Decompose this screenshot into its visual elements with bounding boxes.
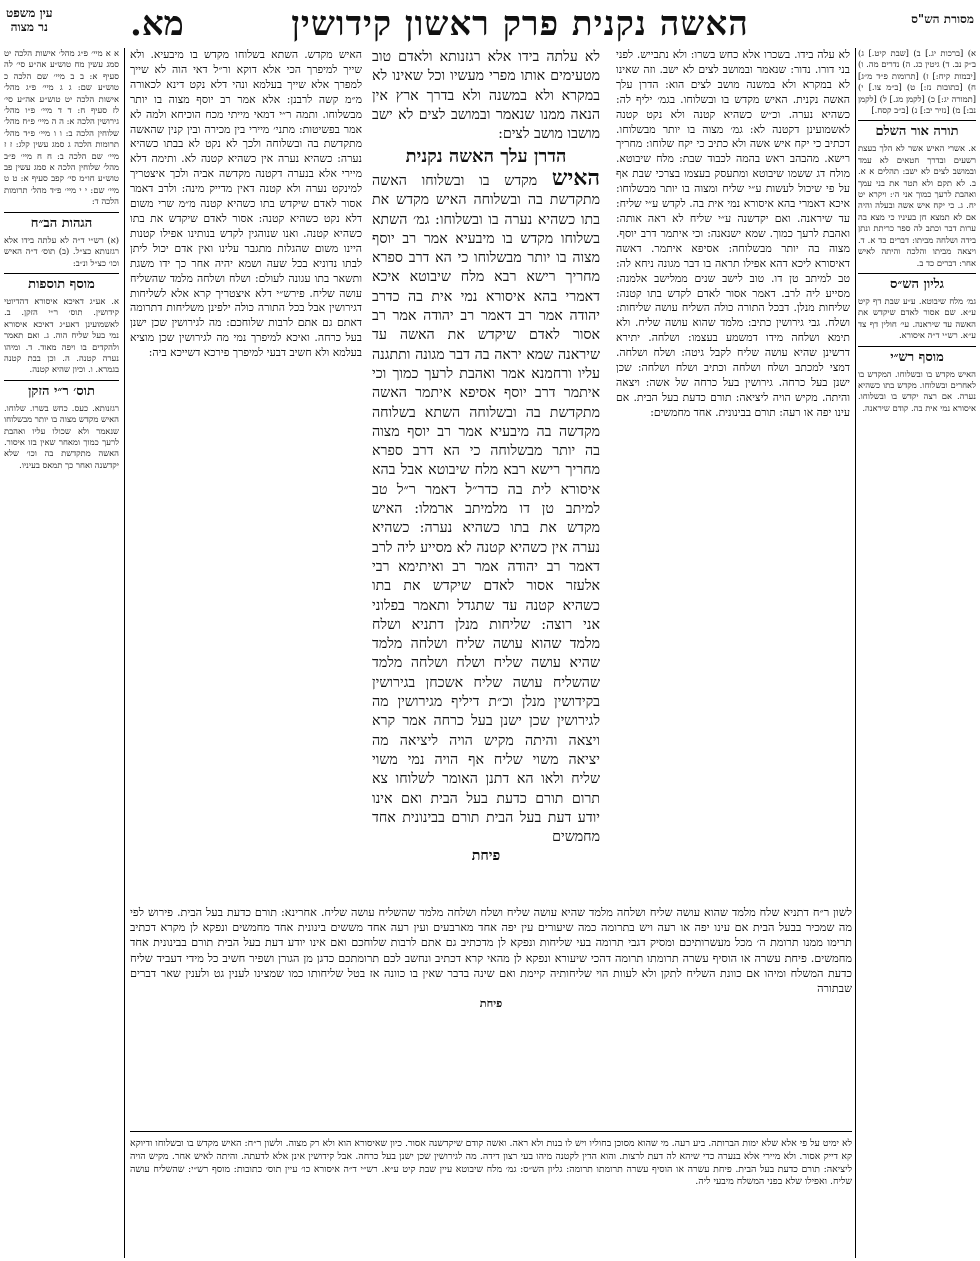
- gemara-top-text: לא עלתה בידו אלא רגזנותא ולאדם טוב מטעימים אותו מפרי מעשיו וכל שאינו לא במקרא ולא במשנה ולא בדרך ארץ אין הנאה ממנו שנאמר ובמושב לצים לא ישב מושבו מושב לצים:: [372, 49, 600, 143]
- torah-or-title: תורה אור השלם: [875, 124, 959, 140]
- gemara-top: [372, 48, 600, 143]
- hagahot-text: (א) רש״י ד״ה לא עלתה בידו אלא רגזנותא כצ״ל. (ב) תוס׳ ד״ה האיש וכו׳ כצ״ל ונ״ב:: [4, 234, 119, 268]
- musaf-tosafot-box: [4, 273, 119, 376]
- hagahot-title: הגהות הב״ח: [30, 215, 93, 231]
- bottom-notes-text: לא ימיט על פי אלא שלא ימות הברותה. ביע רעה. מי שהוא מסוכן בחוליו ויש לו בנות ולא ראה. ואשה קודם שיקדשנה אסור. כיון שאיסורא הוא ולא רק מצוה. ולשון ר״ח: האיש מקדש בו ובשלוחו ודיוקא קא דייק אסור. ולא מיירי אלא בנערה כדי שיהא לה דעת לרצות. והוא הדין לקטנה מיהו בעי רצון דידה. מה לגירושין שכן ישנן בעל כרחה. אבל קידושין אינן אלא לדעתה. והיתה לאיש אחר. מקיש הויה ליציאה: תורם כדעת בעל הבית. פיחת עשרה או הוסיף עשרה תרומתו תרומה: גליון הש״ס: גמ׳ מלח שיבוטא עיין שבת קיט ע״א. רש״י ד״ה איסורא כו׳ עיין תוס׳ כתובות: מוסף רש״י: שהשליח עושה שליח. ואפילו שלא בפני המשלח מיבעי ליה.: [130, 1138, 852, 1188]
- tosafot-text: האיש מקדש. השתא בשלוחו מקדש בו מיבעיא. ולא שייך למיפרך הכי אלא דוקא ור״ל דאי הוה לא שייך למפרך אלא שייך בעלמא ונהי דלא נקט דינא לכאורה מ״מ קשה לרבנן: אלא אמר רב יוסף מצוה בו יותר מבשלוחו. ותמה ר״י דמאי מייתי מכח הוכיחא ולמה לא אמר בפשיטות: מתני׳ מיירי בין מכירה ובין קנין שהאשה מתקדשת בה ובשלוחה ולכך לא נקט לא בבתו כשהיא נערה: כשהיא נערה אין כשהיא קטנה לא. ותימה דלא מיירי אלא בנערה דקטנה מקדשה אביה ולכך איצטריך למינקט נערה ולא קטנה דאין מדייק מינה: ולרב דאמר אסור לאדם שיקדש בתו כשהיא קטנה מ״מ שרי משום דלא נקט כשהיא קטנה: אסור לאדם שיקדש את בתו כשהיא קטנה. ואנו שנוהגין לקדש בנותינו אפילו קטנות היינו משום שהגלות מתגבר עלינו ואין אדם יכול ליתן לבתו נדוניא בכל שעה ושמא יהיה אחר כך ידו משגת ותשאר בתו עגונה לעולם: ושלח ושלחה מלמד שהשליח עושה שליח. פירש״י דלא איצטריך קרא אלא לשליחות דגירושין אבל בכל התורה כולה ילפינן משליחות דתרומה דאתם גם אתם לרבות שלוחכם: מה לגירושין שכן ישנן בעל כרחה. ואיכא למיפרך נמי מה לגירושין שכן מוציא בעלמא ולא חשיב דבעי למיפרך פירכא דשייכא ביה:: [130, 48, 362, 360]
- page-number: מא.: [130, 4, 184, 44]
- gemara-body: [372, 165, 600, 847]
- bottom-commentary-text: לשון ר״ח דתניא שלח מלמד שהוא עושה שליח ושלחה מלמד שהיא עושה שליח ושלח ושלחה מלמד שהשליח עושה שליח. אחרינא: תורם כדעת בעל הבית. פירוש לפי מה שמכיר בבעל הבית אם עינו יפה או רעה ויש בתרומה כמה שיעורים עין יפה אחד מארבעים ועין רעה אחד מששים בינונית אחד מחמשים ונפקא לן מקרא דכתיב תרימו ממנו תרומת ה׳ מכל מעשרותיכם ומסיק דגבי תרומה בעי שליחות ונפקא לן מדכתיב גם אתם לרבות שלוחכם ואם אינו יודע דעת בעל הבית תורם בבינונית אחד מחמשים. פיחת עשרה או הוסיף עשרה תרומתו תרומה דהכי שיעורא ונפקא לן מהאי קרא דכתיב ונחשב לכם תרומתכם כדגן מן הגורן ושפיר חשיב כל מידי דעביד שליח כדעת המשלח ומיהו אם כוונת השליח לתקן ולא לעוות הוי שליחותיה קיימת ואם שינה בדבר שאין בו כוונה אז בטל שליחותו כמו שמצינו לענין גט ולענין שאר דברים שבתורה: [130, 906, 852, 996]
- rashi-commentary: [616, 48, 850, 968]
- rashi-text: לא עלה בידו. בשכרו אלא כחש בשרו: ולא נתבייש. לפני בני דורו. נדור: שנאמר ובמושב לצים לא ישב. וזה שאינו לא במקרא ולא במשנה מושב לצים הוא: הדרן עלך האשה נקנית. האיש מקדש בו ובשלוחו. בגמ׳ יליף לה: כשהיא נערה. וכ״ש כשהיא קטנה ולא נקט קטנה לאשמועינן דקטנה לא: גמ׳ מצוה בו יותר מבשלוחו. דכתיב כי יקח איש אשה ולא כתיב כי יקח שלוחו: מחריך רישא. מהבהב ראש בהמה לכבוד שבת: מלח שיבוטא. מולח דג ששמו שיבוטא ומתעסק בעצמו בצרכי שבת אף על פי שיכול לעשות ע״י שליח ומצוה בו יותר מבשלוחו: איכא דאמרי בהא איסורא נמי אית בה. לקדש ע״י שליח: עד שיראנה. ואם יקדשנה ע״י שליח לא ראה אותה: ואהבת לרעך כמוך. שמא ישנאנה: וכי איתמר דרב יוסף. מצוה בה יותר מבשלוחה: אסיפא איתמר. דאשה דאיסורא ליכא דהא אפילו תראה בו דבר מגונה ניחא לה: טב למיתב טן דו. טוב לישב שנים ממלישב אלמנה: מסייע ליה לרב. דאמר אסור לאדם לקדש בתו קטנה: שליחות מנלן. דבכל התורה כולה השליח עושה שליחות: ושלח. גבי גירושין כתיב: מלמד שהוא עושה שליח. ולא תימא ושלחה מידו דמשמע בעצמו: ושלחה. יתירא דרשינן שהיא עושה שליח לקבל גיטה: ושלח ושלחה. דמצי למכתב ושלח ושלחה וכתיב ושלח ושלחה: שכן ישנן בעל כרחה. גירושין בעל כרחה של אשה: ויצאה והיתה. מקיש הויה ליציאה: תורם כדעת בעל הבית. אם עינו יפה או רעה: תורם בבינונית. אחד מחמשים:: [616, 48, 850, 419]
- tos-rid-box: [4, 380, 119, 471]
- torah-or-text: א. אשרי האיש אשר לא הלך בעצת רשעים ובדרך חטאים לא עמד ובמושב לצים לא ישב: תהלים א א. ב. לא תקם ולא תטר את בני עמך ואהבת לרעך כמוך אני ה׳: ויקרא יט יח. ג. כי יקח איש אשה ובעלה והיה אם לא תמצא חן בעיניו כי מצא בה ערות דבר וכתב לה ספר כריתת ונתן בידה ושלחה מביתו: דברים כד א. ד. ויצאה מביתו והלכה והיתה לאיש אחר: דברים כד ב.: [858, 143, 976, 268]
- ein-mishpat-label: עין משפט נר מצוה: [6, 6, 53, 34]
- tos-rid-title: תוס׳ ר״י הזקן: [28, 383, 95, 399]
- musaf-tosafot-title: מוסף תוספות: [28, 276, 95, 292]
- tosafot-commentary: [130, 48, 362, 968]
- musaf-rashi-title: מוסף רש״י: [890, 349, 944, 365]
- musaf-rashi-box: [858, 346, 976, 415]
- hagahot-box: [4, 212, 119, 269]
- musaf-tosafot-text: א. אע״ג דאיכא איסורא דהדיוטי קידושין. תוס׳ ר״י הזקן. ב. לאשמועינן דאע״ג דאיכא איסורא נמי בעל שליח הוה. ג. ואם תאמר ולהקדים בו ויפה מאוד. ד. ומיהו נערה קטנה. ה. וכן בבת קטנה בגמרא. ו. וכיון שהיא קטנה.: [4, 295, 119, 375]
- gemara-body-text: מקדש בו ובשלוחו האשה מתקדשת בה ובשלוחה האיש מקדש את בתו כשהיא נערה בו ובשלוחו: גמ׳ השתא בשלוחו מקדש בו מיבעיא אמר רב יוסף מצוה בו יותר מבשלוחו כי הא דרב ספרא מחריך רישא רבא מלח שיבוטא איכא דאמרי בהא איסורא נמי אית בה כדרב יהודה אמר רב דאמר רב יהודה אמר רב אסור לאדם שיקדש את האשה עד שיראנה שמא יראה בה דבר מגונה ותתגנה עליו ורחמנא אמר ואהבת לרעך כמוך וכי איתמר דרב יוסף אסיפא איתמר האשה מתקדשת בה ובשלוחה השתא בשלוחה מקדשה בה מיבעיא אמר רב יוסף מצוה בה יותר מבשלוחה כי הא דרב ספרא מחריך רישא רבא מלח שיבוטא אבל בהא איסורא לית בה כדר״ל דאמר ר״ל טב למיתב טן דו מלמיתב ארמלו: האיש מקדש את בתו כשהיא נערה: כשהיא נערה אין כשהיא קטנה לא מסייע ליה לרב דאמר רב יהודה אמר רב ואיתימא רבי אלעזר אסור לאדם שיקדש את בתו כשהיא קטנה עד שתגדל ותאמר בפלוני אני רוצה: שליחות מנלן דתניא ושלח מלמד שהוא עושה שליח ושלחה מלמד שהיא עושה שליח ושלח ושלחה מלמד שהשליח עושה שליח אשכחן בגירושין בקידושין מנלן וכ״ת דיליף מגירושין מה לגירושין שכן ישנן בעל כרחה אמר קרא ויצאה והיתה מקיש הויה ליציאה מה יציאה משוי שליח אף הויה נמי משוי שליח ולאו הא דתנן האומר לשלוחו צא תרום תורם כדעת בעל הבית ואם אינו יודע דעת בעל הבית תורם בבינונית אחד מחמשים: [372, 173, 600, 846]
- tos-rid-text: רגזנותא. כעס. כחש בשרו. שלוחו. האיש מקדש מצוה בו יותר מבשלוחו שנאמר ולא שכולו עליו ואהבת לרעך כמוך ומאחר שאין בזו איסור. האשה מתקדשת בה וכו׳ שלא יקדשנה ואחר כך תמאס בעיניו.: [4, 402, 119, 470]
- gemara-main: [372, 145, 600, 905]
- bottom-commentary: [130, 905, 852, 1125]
- gilyon-text: גמ׳ מלח שיבוטא. ע״ע שבת דף קיט ע״א. שם אסור לאדם שיקדש את האשה עד שיראנה. עי׳ חולין דף צד ע״א. רש״י ד״ה איסורא.: [858, 295, 976, 341]
- left-margin-rule: [124, 48, 125, 1258]
- gilyon-box: [858, 273, 976, 342]
- page-header: [0, 4, 980, 46]
- page-title: האשה נקנית פרק ראשון קידושין: [291, 4, 749, 44]
- musaf-rashi-text: האיש מקדש בו ובשלוחו. המקדש בו לאחרים ובשלוחו. מקדש בתו כשהיא נערה. אם רצה יקדש בו ובשלוחו. איסורא נמי אית בה. קודם שיראנה.: [858, 368, 976, 413]
- right-margin-rule: [855, 48, 856, 1258]
- ein-mishpat-text: א א מיי׳ פ״ג מהל׳ אישות הלכה יט סמג עשין מח טוש״ע אה״ע סי׳ לה סעיף א: ב ב מיי׳ שם הלכה כ טוש״ע שם: ג ג מיי׳ פ״ג מהל׳ אישות הלכה יט טוש״ע אה״ע סי׳ לז סעיף ח: ד ד מיי׳ פ״ו מהל׳ גירושין הלכה א: ה ה מיי׳ פ״ח מהל׳ שלוחין הלכה ב: ו ו מיי׳ פ״ד מהל׳ תרומות הלכה ג סמג עשין קלג: ז ז מיי׳ שם הלכה ב: ח ח מיי׳ פ״ב מהל׳ שלוחין הלכה א סמג עשין פב טוש״ע חו״מ סי׳ קפב סעיף א: ט ט מיי׳ שם: י י מיי׳ פ״ד מהל׳ תרומות הלכה ד:: [4, 48, 119, 207]
- gemara-end-word: פיחת: [471, 848, 501, 865]
- left-margin-column: [4, 48, 119, 1258]
- torah-or-box: [858, 120, 976, 268]
- bottom-notes: [130, 1138, 852, 1258]
- opening-word: האיש: [551, 165, 600, 191]
- hadran-title: הדרן עלך האשה נקנית: [405, 146, 567, 167]
- bottom-end-word: פיחת: [479, 996, 503, 1011]
- masoret-text: א) [ברכות יג.] ב) [שבת קיט.] ג) ב״ק נב. ד) גיטין כג. ה) נדרים מה. ו) [יבמות קיח:] ז) [תרומות פ״ד מ״ג] ח) [כתובות נז:] ט) [ב״מ צו.] י) [תמורה יג:] כ) [לקמן מג.] ל) [לקמן נב:] מ) [נזיר יב:] נ) [ב״ב קסח.]: [858, 48, 976, 116]
- bottom-notes-rule: [130, 1131, 852, 1132]
- right-margin-column: [858, 48, 976, 1258]
- masoret-hashas-label: מסורת הש"ס: [911, 12, 974, 26]
- gilyon-title: גליון הש״ס: [890, 276, 944, 292]
